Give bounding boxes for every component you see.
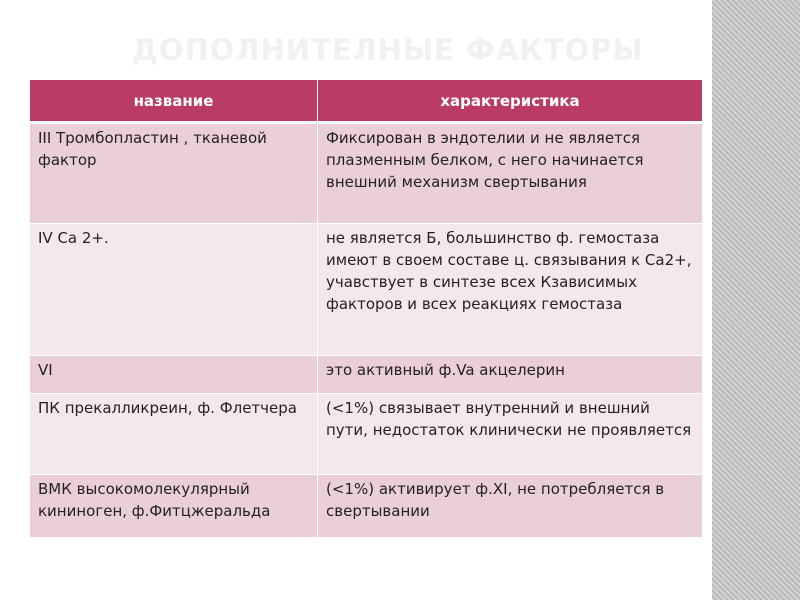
decorative-side-panel [712,0,800,600]
table-row [30,475,703,538]
factor-name-cell: VI [30,356,318,394]
table-row [30,123,703,224]
factor-description-cell: это активный ф.Va акцелерин [318,356,703,394]
factor-name-cell: III Тромбопластин , тканевой фактор [30,123,318,224]
table-row [30,394,703,475]
factor-name-cell: IV Ca 2+. [30,224,318,356]
table-header-row [30,80,703,123]
column-header-characteristic: характеристика [318,80,703,123]
slide-title: ДОПОЛНИТЕЛНЫЕ ФАКТОРЫ [132,33,644,67]
factor-name-cell: ПК прекалликреин, ф. Флетчера [30,394,318,475]
factors-table-container [29,79,702,538]
factor-description-cell: (<1%) связывает внутренний и внешний пути, недостаток клинически не проявляется [318,394,703,475]
table-row [30,224,703,356]
column-header-name: название [30,80,318,123]
factor-description-cell: не является Б, большинство ф. гемостаза имеют в своем составе ц. связывания к Са2+, учавствует в синтезе всех Кзависимых факторов и всех реакциях гемостаза [318,224,703,356]
table-row [30,356,703,394]
factors-table [29,79,703,538]
factor-description-cell: Фиксирован в эндотелии и не является плазменным белком, с него начинается внешний механизм свертывания [318,123,703,224]
factor-description-cell: (<1%) активирует ф.XI, не потребляется в свертывании [318,475,703,538]
factor-name-cell: ВМК высокомолекулярный кининоген, ф.Фитцжеральда [30,475,318,538]
